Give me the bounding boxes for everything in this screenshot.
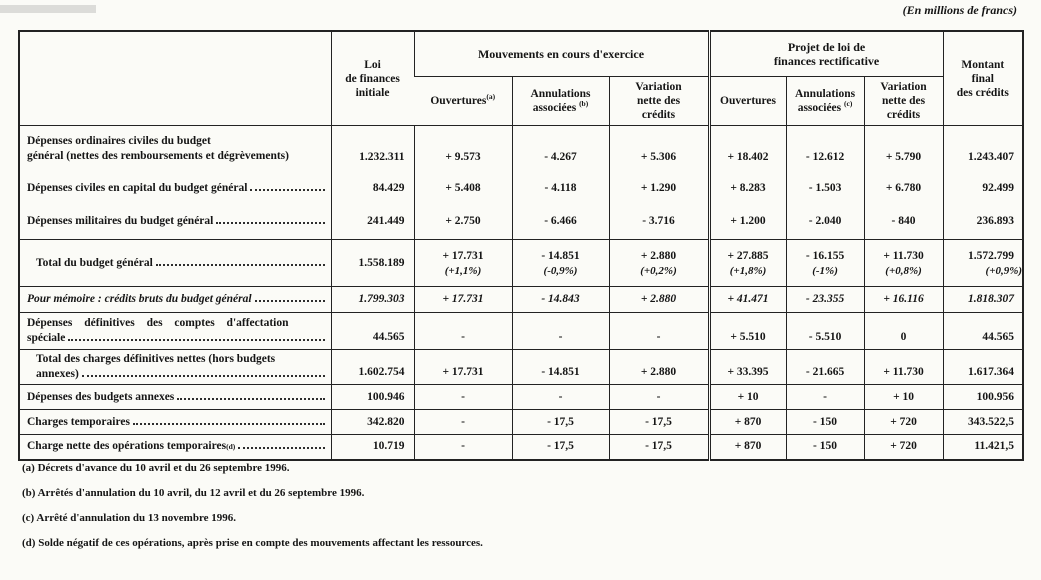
value-cell <box>414 126 512 172</box>
cell-value: + 1.200 <box>730 215 766 228</box>
scan-artifact <box>0 5 96 13</box>
cell-value: - 840 <box>891 215 916 228</box>
value-cell <box>609 435 709 460</box>
cell-value: + 5.408 <box>445 181 481 194</box>
cell-value: 100.946 <box>367 390 405 403</box>
budget-table <box>18 30 1024 461</box>
value-cell <box>414 172 512 205</box>
value-cell <box>709 313 786 350</box>
value-cell <box>331 410 414 435</box>
row-label <box>19 205 331 240</box>
value-cell <box>609 287 709 313</box>
row-label-text: général (nettes des remboursements et dégrèvements) <box>27 149 289 162</box>
cell-value: + 870 <box>734 415 762 428</box>
cell-value: - <box>461 390 465 403</box>
cell-value: + 870 <box>734 440 762 453</box>
dot-leader <box>250 189 324 191</box>
cell-value: + 41.471 <box>727 293 769 305</box>
cell-value: 1.232.311 <box>359 150 405 163</box>
row-label-text: Dépenses civiles en capital du budget général <box>27 181 248 194</box>
value-cell <box>943 435 1023 460</box>
table-body <box>19 126 1023 460</box>
dot-leader <box>177 398 324 400</box>
cell-value: - 17,5 <box>547 440 574 453</box>
row-label: Charge nette des opérations temporaires (d) <box>19 435 331 460</box>
cell-value: - <box>558 390 563 403</box>
value-cell <box>786 385 864 410</box>
cell-value: - 14.851 <box>541 366 580 378</box>
row-label-text: Charges temporaires <box>27 415 130 428</box>
col-header-variation-1: Variation nette des crédits <box>609 77 709 126</box>
value-cell <box>331 350 414 385</box>
row-label-text: Charge nette des opérations temporaires <box>27 440 227 453</box>
value-cell <box>943 172 1023 205</box>
row-label-text: Dépenses militaires du budget général <box>27 215 214 228</box>
row-label-text: spéciale <box>27 332 66 344</box>
value-cell <box>786 350 864 385</box>
group-header-plfr <box>709 31 943 77</box>
cell-value: - 12.612 <box>805 150 845 163</box>
cell-value: - 150 <box>813 415 838 428</box>
value-cell <box>331 205 414 240</box>
footnote-ref: (b) <box>579 99 589 109</box>
value-cell <box>609 126 709 172</box>
header-line: Montant <box>961 58 1005 71</box>
cell-value: 1.572.799 <box>968 249 1015 262</box>
row-label-text: annexes) <box>36 368 79 380</box>
dot-leader <box>133 423 325 425</box>
row-label-text: Pour mémoire : crédits bruts du budget général <box>27 293 252 305</box>
cell-value: + 9.573 <box>445 150 481 163</box>
col-header-ouvertures-plfr: Ouvertures <box>709 77 786 126</box>
value-cell <box>709 435 786 460</box>
cell-value: 0 <box>900 331 907 343</box>
percentage: (+0,2%) <box>640 264 677 277</box>
cell-value: - 6.466 <box>544 215 577 228</box>
table-row <box>19 385 1023 410</box>
value-cell <box>864 126 943 172</box>
value-cell <box>709 126 786 172</box>
footnote-b: (b) Arrêtés d'annulation du 10 avril, du 12 avril et du 26 septembre 1996. <box>22 487 365 499</box>
header-line: Loi <box>364 58 381 71</box>
table-header <box>19 31 1023 126</box>
unit-note: (En millions de francs) <box>902 3 1017 17</box>
dot-leader <box>238 447 324 449</box>
value-cell <box>414 435 512 460</box>
value-cell <box>709 385 786 410</box>
cell-value: - 17,5 <box>547 415 574 428</box>
cell-value: 1.602.754 <box>358 366 405 378</box>
row-label-text: Total du budget général <box>36 256 153 269</box>
row-label <box>19 350 331 385</box>
cell-value: - 16.155 <box>805 249 845 262</box>
cell-value: - 14.851 <box>541 249 580 262</box>
value-cell <box>331 172 414 205</box>
cell-value: 241.449 <box>367 215 405 228</box>
value-cell <box>864 287 943 313</box>
table-row <box>19 410 1023 435</box>
cell-value: - <box>656 390 661 403</box>
dot-leader <box>216 222 324 224</box>
value-cell <box>864 350 943 385</box>
value-cell <box>609 172 709 205</box>
table-row <box>19 205 1023 240</box>
value-cell <box>609 410 709 435</box>
value-cell <box>864 410 943 435</box>
value-cell <box>512 385 609 410</box>
value-cell <box>786 205 864 240</box>
value-cell <box>786 287 864 313</box>
row-label <box>19 410 331 435</box>
value-cell <box>943 240 1023 287</box>
value-cell <box>864 435 943 460</box>
footnote-ref: (a) <box>486 92 496 102</box>
value-cell <box>331 240 414 287</box>
cell-value: - 4.267 <box>544 150 577 163</box>
row-label-text: Dépenses des budgets annexes <box>27 390 175 403</box>
value-cell <box>786 172 864 205</box>
value-cell <box>864 240 943 287</box>
cell-value: - 14.843 <box>541 293 580 305</box>
value-cell <box>943 205 1023 240</box>
percentage: (+1,8%) <box>729 264 767 277</box>
value-cell <box>709 287 786 313</box>
cell-value: + 720 <box>890 440 917 453</box>
cell-value: + 11.730 <box>883 249 924 262</box>
col-header-loi <box>331 31 414 126</box>
cell-value: + 5.510 <box>730 331 766 343</box>
cell-value: + 2.880 <box>640 366 677 378</box>
value-cell <box>943 385 1023 410</box>
value-cell <box>414 313 512 350</box>
value-cell <box>786 126 864 172</box>
value-cell <box>512 287 609 313</box>
cell-value: - 1.503 <box>808 181 842 194</box>
table-row <box>19 126 1023 172</box>
row-label-text: Total des charges définitives nettes (hors budgets <box>36 353 276 365</box>
cell-value: + 17.731 <box>442 293 484 305</box>
value-cell <box>864 205 943 240</box>
value-cell <box>609 385 709 410</box>
value-cell <box>709 350 786 385</box>
table-row <box>19 435 1023 460</box>
cell-value: 1.558.189 <box>358 256 405 269</box>
value-cell <box>414 205 512 240</box>
value-cell <box>786 410 864 435</box>
dot-leader <box>255 300 325 302</box>
cell-value: 1.818.307 <box>968 293 1015 305</box>
value-cell <box>943 287 1023 313</box>
percentage: (-0,9%) <box>543 264 578 277</box>
value-cell <box>609 205 709 240</box>
cell-value: - 17,5 <box>645 440 672 453</box>
header-line: de finances <box>345 72 400 85</box>
cell-value: + 17.731 <box>442 249 484 262</box>
dot-leader <box>82 375 325 377</box>
footnote-c: (c) Arrêté d'annulation du 13 novembre 1996. <box>22 512 237 524</box>
value-cell <box>609 313 709 350</box>
value-cell <box>512 126 609 172</box>
col-header-variation-2: Variation nette des crédits <box>864 77 943 126</box>
value-cell <box>414 350 512 385</box>
value-cell <box>864 385 943 410</box>
cell-value: - <box>461 331 465 343</box>
cell-value: + 27.885 <box>727 249 769 262</box>
table-row <box>19 172 1023 205</box>
col-header-annulations-b: Annulations associées $^{(b)}$ <box>512 77 609 126</box>
col-header-montant <box>943 31 1023 126</box>
dot-leader <box>156 264 325 266</box>
value-cell <box>943 126 1023 172</box>
row-label <box>19 240 331 287</box>
cell-value: 1.243.407 <box>968 150 1015 163</box>
value-cell <box>609 240 709 287</box>
value-cell <box>786 435 864 460</box>
cell-value: - 23.355 <box>805 293 845 305</box>
cell-value: 44.565 <box>372 331 405 343</box>
cell-value: - 5.510 <box>808 331 842 343</box>
dot-leader <box>68 339 324 341</box>
row-label <box>19 287 331 313</box>
value-cell <box>512 205 609 240</box>
cell-value: + 16.116 <box>883 293 924 305</box>
table-row <box>19 350 1023 385</box>
cell-value: + 2.750 <box>445 215 481 228</box>
value-cell <box>786 313 864 350</box>
cell-value: + 18.402 <box>727 150 769 163</box>
value-cell <box>512 313 609 350</box>
cell-value: + 6.780 <box>885 181 922 194</box>
footnotes <box>22 461 483 561</box>
cell-value: + 10 <box>737 390 759 403</box>
corner-cell <box>19 31 331 126</box>
cell-value: - 2.040 <box>808 215 842 228</box>
percentage: (+0,8%) <box>885 264 922 277</box>
cell-value: - 150 <box>813 440 838 453</box>
table-row <box>19 313 1023 350</box>
col-header-ouvertures-a: Ouvertures$^{(a)}$ <box>414 77 512 126</box>
cell-value: + 2.880 <box>640 293 677 305</box>
header-line: Projet de loi de <box>787 40 866 54</box>
value-cell <box>512 172 609 205</box>
cell-value: - <box>656 331 661 343</box>
cell-value: 11.421,5 <box>974 440 1015 453</box>
cell-value: + 8.283 <box>730 181 766 194</box>
cell-value: 84.429 <box>372 181 405 194</box>
value-cell <box>512 435 609 460</box>
cell-value: 236.893 <box>976 215 1015 228</box>
cell-value: + 17.731 <box>442 366 484 378</box>
row-label <box>19 172 331 205</box>
value-cell <box>512 350 609 385</box>
cell-value: + 1.290 <box>640 181 677 194</box>
cell-value: + 5.790 <box>885 150 922 163</box>
cell-value: - <box>461 415 465 428</box>
value-cell <box>331 287 414 313</box>
cell-value: 1.799.303 <box>358 293 405 305</box>
table-row <box>19 240 1023 287</box>
header-line: initiale <box>355 86 390 99</box>
value-cell <box>512 410 609 435</box>
value-cell <box>943 350 1023 385</box>
row-label-text: Dépenses définitives des comptes d'affectation <box>27 317 289 329</box>
footnote-d: (d) Solde négatif de ces opérations, après prise en compte des mouvements affectant les ressources. <box>22 537 483 549</box>
value-cell <box>331 126 414 172</box>
value-cell <box>414 287 512 313</box>
cell-value: + 10 <box>893 390 914 403</box>
value-cell <box>709 205 786 240</box>
row-label <box>19 126 331 172</box>
value-cell <box>331 435 414 460</box>
value-cell <box>609 350 709 385</box>
row-label <box>19 313 331 350</box>
cell-value: + 33.395 <box>727 366 769 378</box>
cell-value: - 17,5 <box>645 415 672 428</box>
value-cell <box>709 240 786 287</box>
value-cell <box>414 410 512 435</box>
cell-value: 44.565 <box>982 331 1015 343</box>
value-cell <box>786 240 864 287</box>
cell-value: 342.820 <box>367 415 405 428</box>
cell-value: 10.719 <box>372 440 405 453</box>
value-cell <box>414 385 512 410</box>
cell-value: - <box>558 331 563 343</box>
footnote-a: (a) Décrets d'avance du 10 avril et du 26 septembre 1996. <box>22 462 290 474</box>
header-line: des crédits <box>956 86 1009 99</box>
cell-value: 1.617.364 <box>968 366 1015 378</box>
value-cell <box>943 410 1023 435</box>
cell-value: - <box>823 390 827 403</box>
header-line: final <box>971 72 994 85</box>
row-label-text: Dépenses ordinaires civiles du budget <box>27 134 211 147</box>
group-header-mouvements: Mouvements en cours d'exercice <box>414 31 709 77</box>
value-cell <box>414 240 512 287</box>
percentage: (-1%) <box>812 264 838 277</box>
footnote-ref: (c) <box>844 99 853 109</box>
header-row-groups <box>19 31 1023 77</box>
cell-value: - 4.118 <box>544 181 577 194</box>
cell-value: + 2.880 <box>640 249 677 262</box>
value-cell <box>331 385 414 410</box>
row-label <box>19 385 331 410</box>
value-cell <box>331 313 414 350</box>
value-cell <box>709 410 786 435</box>
value-cell <box>943 313 1023 350</box>
value-cell <box>864 313 943 350</box>
value-cell <box>864 172 943 205</box>
cell-value: 92.499 <box>982 181 1015 194</box>
cell-value: - 3.716 <box>642 215 675 228</box>
percentage: (+0,9%) <box>985 264 1023 277</box>
percentage: (+1,1%) <box>444 264 482 277</box>
header-line: finances rectificative <box>773 54 880 68</box>
cell-value: 343.522,5 <box>968 415 1015 428</box>
value-cell <box>709 172 786 205</box>
cell-value: + 5.306 <box>640 150 677 163</box>
cell-value: + 11.730 <box>883 366 924 378</box>
cell-value: - 21.665 <box>805 366 845 378</box>
cell-value: - <box>461 440 465 453</box>
col-header-annulations-c: Annulations associées $^{(c)}$ <box>786 77 864 126</box>
cell-value: + 720 <box>890 415 917 428</box>
table-row <box>19 287 1023 313</box>
value-cell <box>512 240 609 287</box>
cell-value: 100.956 <box>976 390 1015 403</box>
